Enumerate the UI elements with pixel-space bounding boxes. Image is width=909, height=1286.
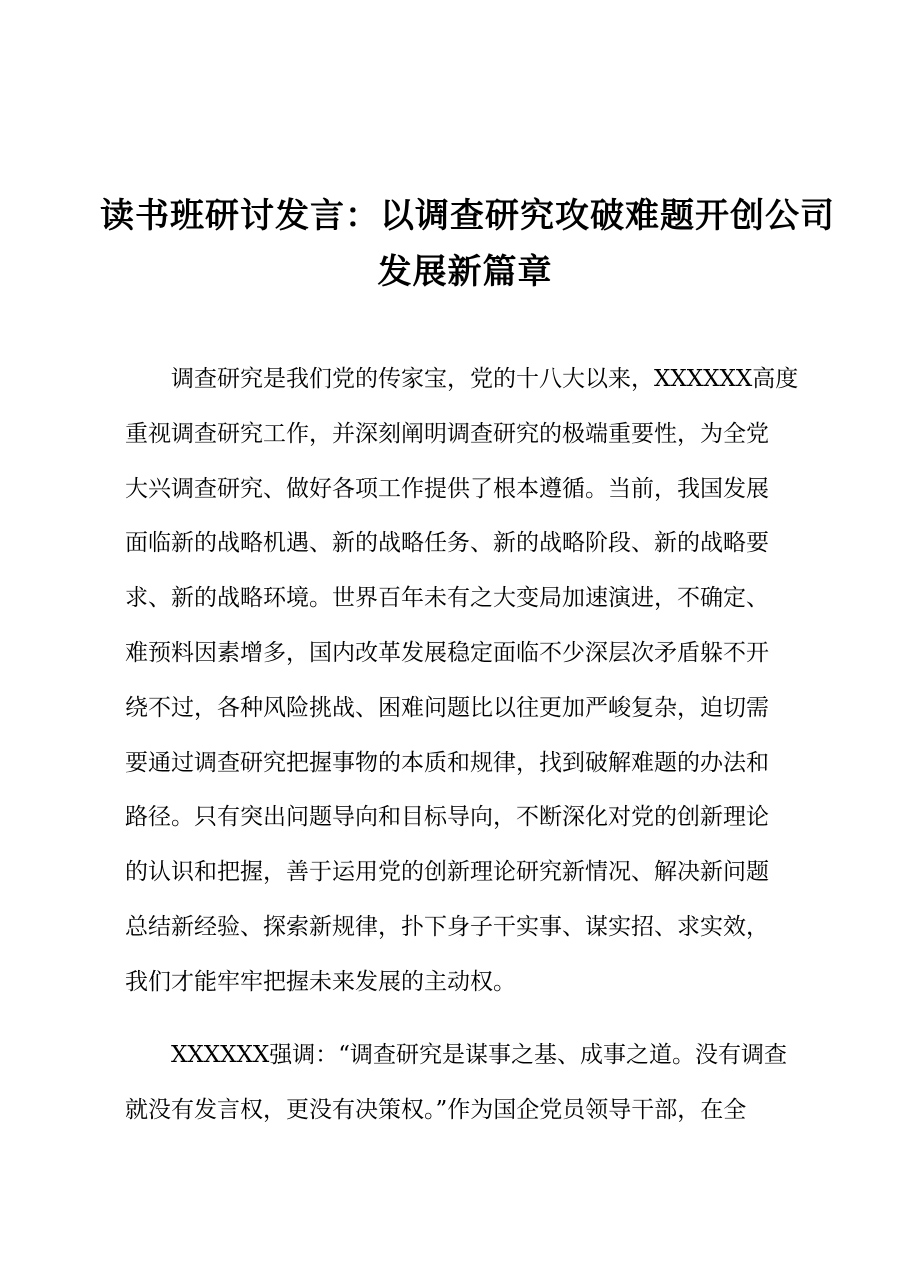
title-line-1: 读书班研讨发言：以调查研究攻破难题开创公司 [100, 196, 835, 236]
paragraph-line: 要通过调查研究把握事物的本质和规律，找到破解难题的办法和 [125, 749, 769, 776]
title-line-2: 发展新篇章 [377, 252, 553, 292]
paragraph-2 [125, 1028, 815, 1138]
paragraph-line: 面临新的战略机遇、新的战略任务、新的战略阶段、新的战略要 [125, 530, 769, 557]
paragraph-line: 大兴调查研究、做好各项工作提供了根本遵循。当前，我国发展 [125, 475, 769, 502]
paragraph-line: XXXXXX强调：“调查研究是谋事之基、成事之道。没有调查 [171, 1042, 788, 1068]
paragraph-line: 我们才能牢牢把握未来发展的主动权。 [125, 968, 516, 995]
paragraph-line: 绕不过，各种风险挑战、困难问题比以往更加严峻复杂，迫切需 [125, 694, 769, 721]
paragraph-line: 就没有发言权，更没有决策权。”作为国企党员领导干部，在全 [125, 1096, 747, 1123]
paragraph-line: 总结新经验、探索新规律，扑下身子干实事、谋实招、求实效， [125, 913, 769, 940]
paragraph-line: 难预料因素增多，国内改革发展稳定面临不少深层次矛盾躲不开 [125, 639, 769, 666]
paragraph-line: 路径。只有突出问题导向和目标导向，不断深化对党的创新理论 [125, 804, 769, 831]
paragraph-line: 调查研究是我们党的传家宝，党的十八大以来，XXXXXX高度 [171, 366, 799, 392]
paragraph-line: 的认识和把握，善于运用党的创新理论研究新情况、解决新问题 [125, 859, 769, 886]
paragraph-line: 重视调查研究工作，并深刻阐明调查研究的极端重要性，为全党 [125, 420, 769, 447]
paragraph-1 [125, 352, 815, 1010]
document-title [100, 188, 835, 300]
paragraph-line: 求、新的战略环境。世界百年未有之大变局加速演进，不确定、 [125, 585, 769, 612]
